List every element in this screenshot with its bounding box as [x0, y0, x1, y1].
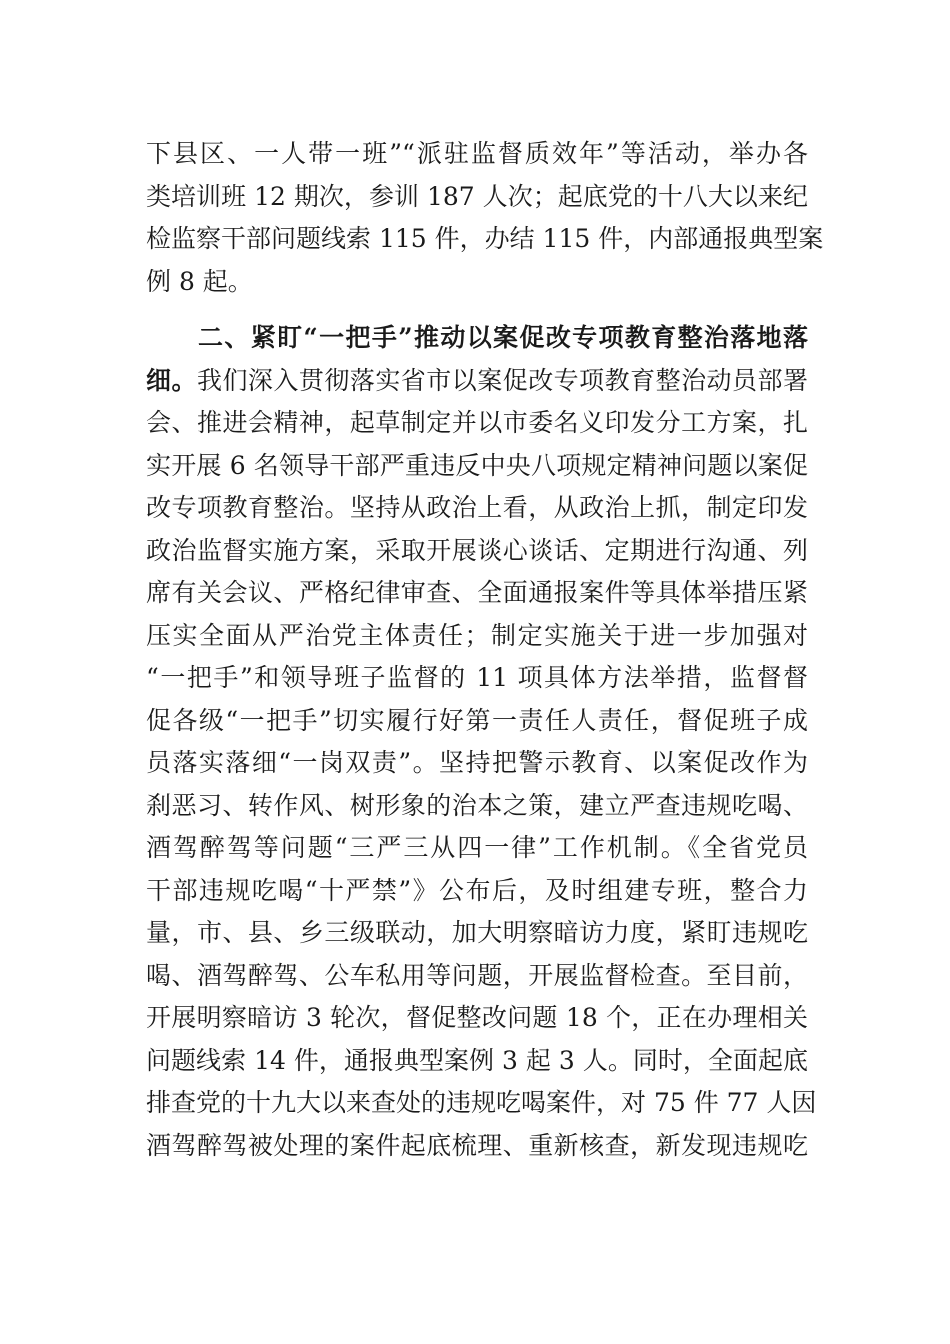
text-line: 促各级“一把手”切实履行好第一责任人责任，督促班子成: [146, 705, 808, 735]
text-line: 例 8 起。: [146, 266, 253, 296]
text-span: 我们深入贯彻落实省市以案促改专项教育整治动员部署: [196, 365, 808, 395]
text-line: 酒驾醉驾等问题“三严三从四一律”工作机制。《全省党员: [146, 833, 808, 862]
text-line: 压实全面从严治党主体责任；制定实施关于进一步加强对: [146, 620, 808, 650]
text-line: 量，市、县、乡三级联动，加大明察暗访力度，紧盯违规吃: [146, 918, 808, 947]
text-line: 酒驾醉驾被处理的案件起底梳理、重新核查，新发现违规吃: [146, 1130, 808, 1160]
section-heading-end: 细。: [146, 365, 197, 395]
text-line: 改专项教育整治。坚持从政治上看，从政治上抓，制定印发: [146, 493, 808, 522]
text-line: 刹恶习、转作风、树形象的治本之策，建立严查违规吃喝、: [146, 790, 808, 820]
text-line: 席有关会议、严格纪律审查、全面通报案件等具体举措压紧: [146, 578, 808, 607]
text-line: 检监察干部问题线索 115 件，办结 115 件，内部通报典型案: [146, 224, 824, 253]
text-line: 开展明察暗访 3 轮次，督促整改问题 18 个，正在办理相关: [146, 1003, 808, 1032]
text-line: 实开展 6 名领导干部严重违反中央八项规定精神问题以案促: [146, 450, 808, 480]
paragraph-training-summary: [146, 133, 824, 303]
text-line: 会、推进会精神，起草制定并以市委名义印发分工方案，扎: [146, 408, 808, 437]
section-heading: 二、紧盯“一把手”推动以案促改专项教育整治落地落: [198, 323, 808, 352]
text-line: 类培训班 12 期次，参训 187 人次；起底党的十八大以来纪: [146, 181, 808, 211]
text-line: “一把手”和领导班子监督的 11 项具体方法举措，监督督: [146, 663, 808, 692]
paragraph-gap: [146, 303, 808, 317]
text-line: 干部违规吃喝“十严禁”》公布后，及时组建专班，整合力: [146, 875, 808, 905]
text-line: 排查党的十九大以来查处的违规吃喝案件，对 75 件 77 人因: [146, 1088, 817, 1117]
text-line: 政治监督实施方案，采取开展谈心谈话、定期进行沟通、列: [146, 535, 808, 565]
text-line: 喝、酒驾醉驾、公车私用等问题，开展监督检查。至目前，: [146, 960, 808, 990]
document-page: [146, 133, 824, 1167]
paragraph-section-two: [146, 317, 817, 1167]
text-line: 下县区、一人带一班”“派驻监督质效年”等活动，举办各: [146, 139, 808, 168]
text-line: 员落实落细“一岗双责”。坚持把警示教育、以案促改作为: [146, 748, 808, 777]
text-line: 问题线索 14 件，通报典型案例 3 起 3 人。同时，全面起底: [146, 1045, 808, 1075]
text-line: [146, 360, 808, 403]
